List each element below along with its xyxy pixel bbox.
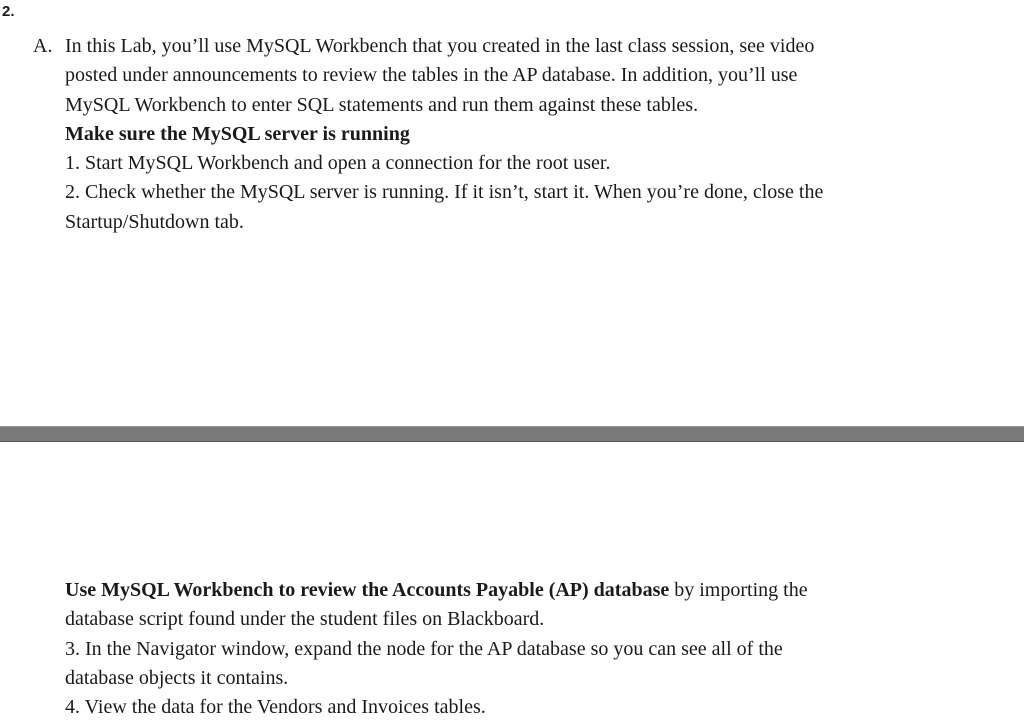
server-heading: Make sure the MySQL server is running — [65, 122, 410, 145]
step-line: database objects it contains. — [65, 666, 289, 689]
section-b-block — [65, 576, 965, 722]
step-line: 2. Check whether the MySQL server is running. If it isn’t, start it. When you’re done, close the — [65, 181, 824, 204]
step-line: 1. Start MySQL Workbench and open a connection for the root user. — [65, 152, 611, 175]
section-letter: A. — [33, 35, 53, 57]
step-line: 4. View the data for the Vendors and Invoices tables. — [65, 696, 486, 719]
step-line: 3. In the Navigator window, expand the node for the AP database so you can see all of the — [65, 637, 783, 660]
question-number: 2. — [2, 3, 15, 20]
intro-line: In this Lab, you’ll use MySQL Workbench that you created in the last class session, see video — [65, 35, 815, 57]
review-heading: Use MySQL Workbench to review the Accounts Payable (AP) database — [65, 579, 670, 601]
intro-line: posted under announcements to review the tables in the AP database. In addition, you’ll use — [65, 64, 798, 87]
step-line: database script found under the student files on Blackboard. — [65, 608, 545, 631]
review-heading-line — [65, 576, 965, 605]
review-heading-rest: by importing the — [669, 579, 808, 601]
intro-line: MySQL Workbench to enter SQL statements and run them against these tables. — [65, 93, 699, 116]
page-divider — [0, 426, 1024, 442]
step-line: Startup/Shutdown tab. — [65, 210, 244, 233]
section-a-block — [65, 32, 965, 237]
